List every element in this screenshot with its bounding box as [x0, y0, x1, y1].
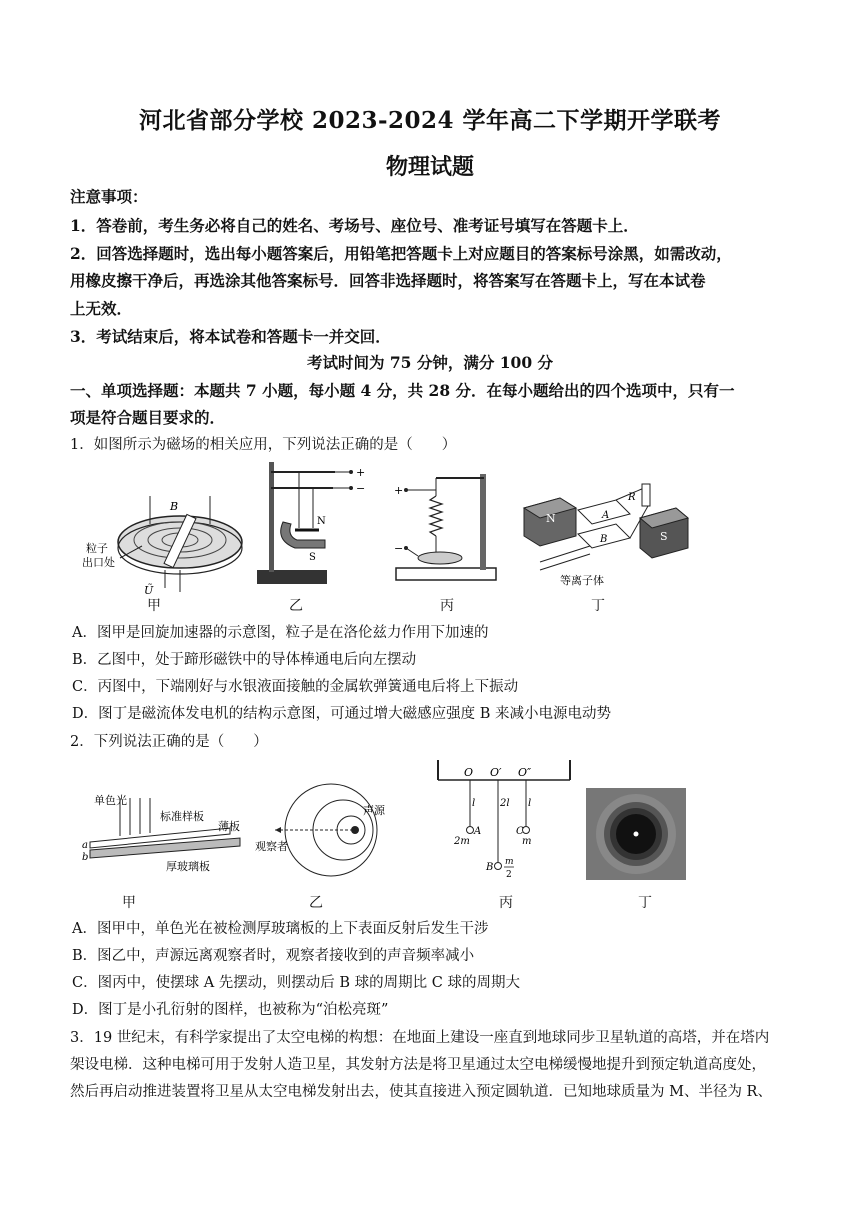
section1-heading: 一、单项选择题：本题共 7 小题，每小题 4 分，共 28 分．在每小题给出的四个选项中，只有一	[70, 381, 735, 400]
q2-bing-label-l2: l	[528, 798, 532, 809]
q1-ding-label-N: N	[546, 512, 556, 525]
q1-yi-label-S: S	[309, 552, 316, 563]
q1-option-d: D．图丁是磁流体发电机的结构示意图，可通过增大磁感应强度 B 来减小电源电动势	[72, 706, 611, 722]
q2-option-c: C．图丙中，使摆球 A 先摆动，则摆动后 B 球的周期比 C 球的周期大	[72, 975, 520, 991]
q2-bing-label-A: A	[474, 826, 482, 837]
q2-jia-label-light: 单色光	[94, 794, 127, 807]
q1-option-c: C．丙图中，下端刚好与水银液面接触的金属软弹簧通电后将上下振动	[72, 679, 519, 695]
q2-fig-pendulums	[430, 760, 580, 880]
q2-bing-label-O2: O″	[518, 766, 532, 779]
q2-option-b: B．图乙中，声源远离观察者时，观察者接收到的声音频率减小	[72, 948, 475, 964]
q2-caption-bing: 丙	[499, 895, 513, 911]
q2-bing-label-O: O	[464, 766, 474, 779]
q1-caption-ding: 丁	[591, 598, 605, 614]
q1-bing-label-minus: −	[394, 542, 404, 555]
q1-fig-cyclotron	[80, 496, 250, 596]
q2-jia-label-thick: 厚玻璃板	[166, 860, 210, 873]
q1-fig-horseshoe	[255, 458, 370, 590]
q2-bing-label-m-half: m	[505, 857, 514, 867]
exam-subject: 物理试题	[385, 154, 474, 180]
q1-jia-label-particle: 粒子	[86, 542, 108, 555]
q3-line-2: 架设电梯．这种电梯可用于发射人造卫星，其发射方法是将卫星通过太空电梯缓慢地提升到预定轨道高度处，	[70, 1057, 766, 1073]
q1-ding-label-A: A	[602, 510, 610, 521]
q2-fig-doppler	[255, 780, 405, 880]
q2-bing-label-2l: 2l	[500, 798, 510, 809]
q1-fig-spring	[392, 468, 502, 586]
notice-item-2: 2．回答选择题时，选出每小题答案后，用铅笔把答题卡上对应题目的答案标号涂黑，如需改动，	[70, 244, 732, 263]
q1-jia-label-U: Ũ	[144, 584, 154, 596]
q1-yi-label-N: N	[317, 516, 326, 527]
q1-option-a: A．图甲是回旋加速器的示意图，粒子是在洛伦兹力作用下加速的	[72, 625, 489, 641]
q1-ding-label-S: S	[660, 530, 668, 543]
section1-heading-cont: 项是符合题目要求的．	[70, 408, 226, 427]
q2-jia-label-standard: 标准样板	[160, 810, 204, 823]
q3-line-3: 然后再启动推进装置将卫星从太空电梯发射出去，使其直接进入预定圆轨道．已知地球质量为 M、半径为 R、	[70, 1084, 772, 1100]
q2-jia-label-thin: 薄板	[218, 820, 240, 833]
q2-option-d: D．图丁是小孔衍射的图样，也被称为“泊松亮斑”	[72, 1002, 389, 1018]
notice-item-3: 3．考试结束后，将本试卷和答题卡一并交回．	[70, 327, 391, 346]
q1-stem: 1．如图所示为磁场的相关应用，下列说法正确的是（ ）	[70, 437, 457, 453]
q2-bing-label-m: m	[522, 836, 532, 847]
notice-heading: 注意事项：	[70, 187, 148, 206]
q2-caption-yi: 乙	[309, 895, 323, 911]
q2-bing-label-l1: l	[472, 798, 476, 809]
q1-jia-label-exit: 出口处	[82, 556, 115, 569]
q1-option-b: B．乙图中，处于蹄形磁铁中的导体棒通电后向左摆动	[72, 652, 417, 668]
q3-line-1: 3．19 世纪末，有科学家提出了太空电梯的构想：在地面上建设一座直到地球同步卫星轨道的高塔，并在塔内	[70, 1030, 770, 1046]
q2-jia-label-a: a	[82, 840, 88, 851]
q2-caption-jia: 甲	[122, 895, 136, 911]
q2-caption-ding: 丁	[638, 895, 652, 911]
q2-bing-label-C: C	[516, 826, 524, 837]
q2-jia-label-b: b	[82, 852, 89, 863]
q1-ding-label-B: B	[600, 534, 608, 545]
q1-yi-label-minus: −	[356, 482, 366, 495]
q2-bing-label-B: B	[486, 862, 494, 873]
q1-caption-jia: 甲	[147, 598, 161, 614]
q1-fig-mhd	[520, 478, 690, 588]
q1-jia-label-B: B	[170, 500, 179, 513]
q2-yi-label-source: 声源	[363, 804, 385, 817]
notice-item-1: 1．答卷前，考生务必将自己的姓名、考场号、座位号、准考证号填写在答题卡上．	[70, 216, 639, 235]
q2-yi-label-observer: 观察者	[255, 840, 288, 853]
q2-fig-film	[80, 790, 250, 880]
q2-stem: 2．下列说法正确的是（ ）	[70, 734, 268, 750]
q1-caption-yi: 乙	[289, 598, 303, 614]
q2-bing-label-two: 2	[506, 870, 512, 880]
q1-caption-bing: 丙	[440, 598, 454, 614]
q1-yi-label-plus: +	[356, 466, 366, 479]
q1-ding-label-R: R	[628, 492, 636, 503]
q2-fig-poisson-spot	[586, 788, 686, 880]
exam-title: 河北省部分学校 2023-2024 学年高二下学期开学联考	[138, 107, 722, 134]
q1-ding-label-plasma: 等离子体	[560, 574, 604, 587]
q2-bing-label-O1: O′	[490, 766, 502, 779]
notice-item-2-cont: 用橡皮擦干净后，再选涂其他答案标号．回答非选择题时，将答案写在答题卡上，写在本试卷	[70, 271, 706, 290]
q2-option-a: A．图甲中，单色光在被检测厚玻璃板的上下表面反射后发生干涉	[72, 921, 489, 937]
exam-time: 考试时间为 75 分钟，满分 100 分	[306, 353, 553, 372]
notice-item-2-end: 上无效．	[70, 299, 133, 318]
q1-bing-label-plus: +	[394, 484, 404, 497]
q2-bing-label-2m: 2m	[454, 836, 470, 847]
